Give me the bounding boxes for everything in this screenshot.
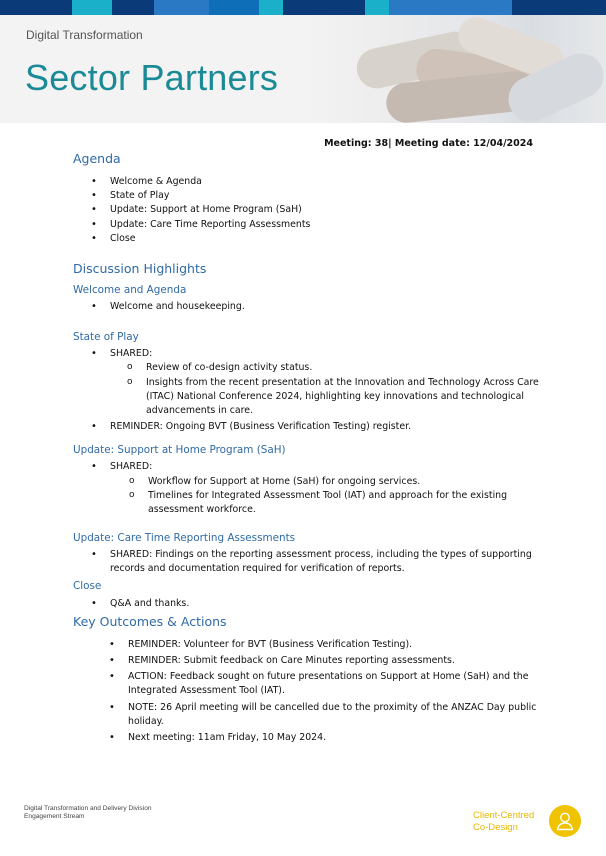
welcome-heading: Welcome and Agenda (73, 284, 187, 297)
close-list (91, 597, 543, 611)
outcomes-list (109, 638, 543, 745)
sah-heading: Update: Support at Home Program (SaH) (73, 444, 286, 457)
stripe-segment (209, 0, 259, 15)
list-item: • SHARED: Findings on the reporting assessment process, including the types of supporting records and documentation required for verification of reports. (91, 548, 543, 576)
state-of-play-sublist (127, 361, 543, 418)
list-item: • REMINDER: Volunteer for BVT (Business Verification Testing). (109, 638, 543, 652)
shared-label: SHARED: (110, 348, 153, 360)
list-item: • REMINDER: Ongoing BVT (Business Verification Testing) register. (91, 420, 543, 434)
sah-list (91, 460, 543, 517)
outcomes-heading: Key Outcomes & Actions (73, 613, 227, 629)
person-icon (549, 805, 581, 837)
list-item: • Update: Support at Home Program (SaH) (91, 203, 543, 217)
top-stripe (0, 0, 606, 15)
co-design-badge (549, 805, 581, 837)
care-time-list (91, 548, 543, 576)
badge-line: Co-Design (473, 822, 518, 833)
state-of-play-heading: State of Play (73, 331, 139, 344)
list-item: o Review of co-design activity status. (127, 361, 543, 375)
agenda-list (91, 175, 543, 246)
list-item: • Welcome & Agenda (91, 175, 543, 189)
discussion-heading: Discussion Highlights (73, 261, 207, 277)
list-item: • Close (91, 232, 543, 246)
stripe-segment (389, 0, 512, 15)
meeting-info: Meeting: 38| Meeting date: 12/04/2024 (324, 138, 533, 149)
list-item: • Welcome and housekeeping. (91, 300, 543, 314)
badge-line: Client-Centred (473, 810, 535, 821)
list-item: • Q&A and thanks. (91, 597, 543, 611)
close-heading: Close (73, 579, 102, 592)
list-item (91, 347, 543, 418)
welcome-list (91, 300, 543, 314)
sah-sublist (129, 475, 543, 518)
footer-division (24, 805, 152, 821)
badge-label (473, 810, 534, 834)
stripe-segment (0, 0, 72, 15)
care-time-heading: Update: Care Time Reporting Assessments (73, 532, 296, 545)
hands-photo (306, 15, 606, 123)
minutes-body (73, 150, 543, 747)
list-item: • State of Play (91, 189, 543, 203)
list-item: o Workflow for Support at Home (SaH) for ongoing services. (129, 475, 543, 489)
list-item (91, 460, 543, 517)
list-item: o Timelines for Integrated Assessment Tool (IAT) and approach for the existing assessment workforce. (129, 489, 543, 517)
footer-line: Digital Transformation and Delivery Division (24, 805, 152, 812)
list-item: • REMINDER: Submit feedback on Care Minutes reporting assessments. (109, 654, 543, 668)
agenda-heading: Agenda (73, 151, 121, 166)
stripe-segment (512, 0, 606, 15)
stripe-segment (72, 0, 112, 15)
stripe-segment (112, 0, 154, 15)
list-item: • Next meeting: 11am Friday, 10 May 2024. (109, 731, 543, 745)
footer-line: Engagement Stream (24, 813, 85, 820)
shared-label: SHARED: (110, 461, 153, 473)
list-item: • ACTION: Feedback sought on future presentations on Support at Home (SaH) and the Integrated Assessment Tool (IAT). (109, 670, 543, 698)
header-banner (0, 15, 606, 123)
list-item: o Insights from the recent presentation at the Innovation and Technology Across Care (ITAC) National Conference 2024, highlighting key innovations and technological advancements in care. (127, 376, 543, 419)
stripe-segment (283, 0, 365, 15)
list-item: • Update: Care Time Reporting Assessments (91, 218, 543, 232)
state-of-play-list (91, 347, 543, 434)
stripe-segment (154, 0, 209, 15)
header-kicker: Digital Transformation (26, 28, 143, 42)
stripe-segment (259, 0, 283, 15)
page-title: Sector Partners (25, 57, 279, 98)
list-item: • NOTE: 26 April meeting will be cancelled due to the proximity of the ANZAC Day public holiday. (109, 701, 543, 729)
stripe-segment (365, 0, 389, 15)
